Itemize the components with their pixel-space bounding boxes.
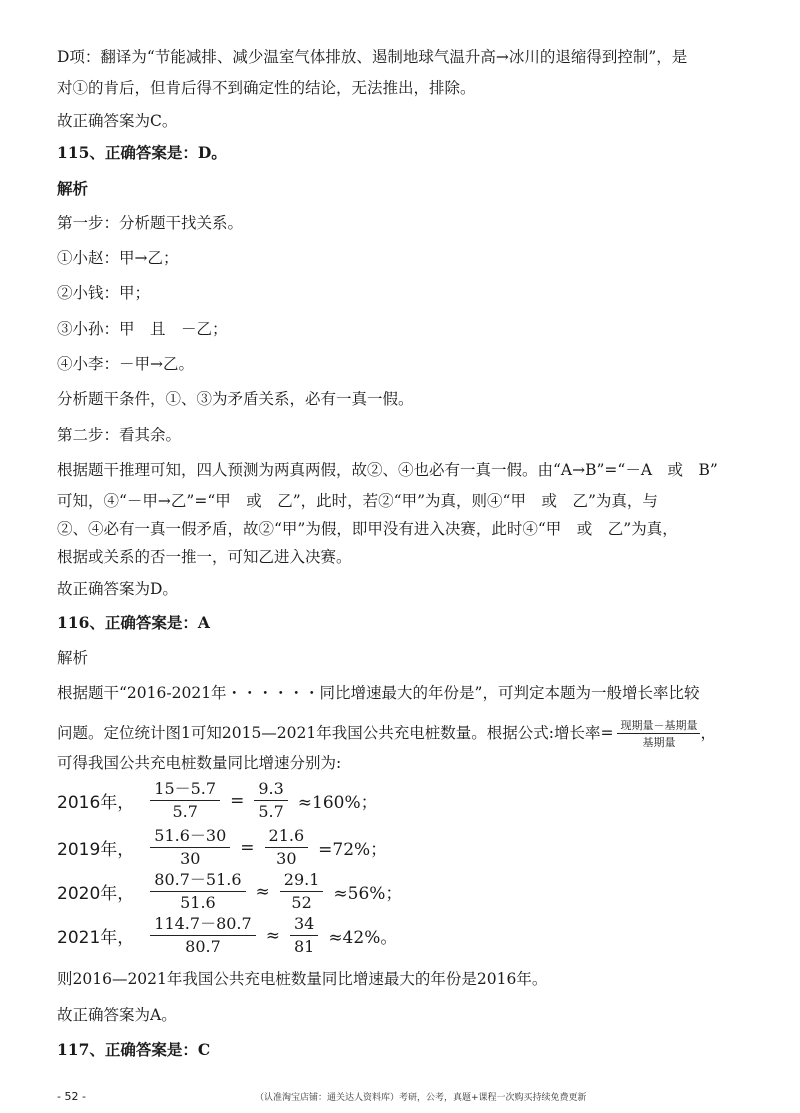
fraction <box>150 780 220 821</box>
calc-year: 2021年， <box>57 928 135 948</box>
growth-rate-formula <box>617 719 700 749</box>
premise-line: ①小赵：甲→乙； <box>57 249 179 267</box>
formula-numerator: 现期量－基期量 <box>617 719 700 734</box>
calc-result: ≈42%。 <box>328 928 398 948</box>
calc-row-2020 <box>57 871 406 912</box>
denominator: 5.7 <box>172 802 198 821</box>
text-line: 对①的肯后，但肯后得不到确定性的结论，无法推出，排除。 <box>57 79 476 97</box>
text-line: 故正确答案为A。 <box>57 1006 177 1024</box>
formula-lead-text: 问题。定位统计图1可知2015—2021年我国公共充电桩数量。根据公式:增长率= <box>57 724 614 742</box>
text-line: ②、④必有一真一假矛盾，故②“甲”为假，即甲没有进入决赛，此时④“甲 或 乙”为真， <box>57 520 678 538</box>
fraction <box>290 915 318 956</box>
numerator: 34 <box>290 915 318 936</box>
calc-result: =72%； <box>318 840 388 860</box>
analysis-heading: 解析 <box>57 179 89 198</box>
denominator: 81 <box>293 937 315 956</box>
denominator: 5.7 <box>258 802 284 821</box>
text-line: 第一步：分析题干找关系。 <box>57 214 244 232</box>
text-line: 可得我国公共充电桩数量同比增速分别为: <box>57 754 342 772</box>
premise-line: ②小钱：甲； <box>57 284 151 302</box>
analysis-heading: 解析 <box>57 649 89 667</box>
operator: ≈ <box>265 925 280 946</box>
formula-tail: ， <box>700 724 716 742</box>
text-line: 根据题干“2016-2021年・・・・・・同比增速最大的年份是”，可判定本题为一般增长率比较 <box>57 684 700 702</box>
text-line: 故正确答案为D。 <box>57 580 178 598</box>
numerator: 51.6－30 <box>150 827 230 848</box>
operator: = <box>240 837 255 858</box>
calc-result: ≈160%； <box>297 793 378 813</box>
text-line: 根据或关系的否一推一，可知乙进入决赛。 <box>57 548 352 566</box>
text-line: 则2016—2021年我国公共充电桩数量同比增速最大的年份是2016年。 <box>57 970 548 988</box>
denominator: 80.7 <box>185 937 221 956</box>
text-line: 第二步：看其余。 <box>57 426 182 444</box>
answer-heading-115: 115、正确答案是：D。 <box>57 143 227 162</box>
numerator: 114.7－80.7 <box>150 915 255 936</box>
numerator: 29.1 <box>280 871 324 892</box>
fraction <box>150 827 230 868</box>
text-line: 可知，④“－甲→乙”=“甲 或 乙”，此时，若②“甲”为真，则④“甲 或 乙”为真，与 <box>57 492 658 510</box>
calc-row-2019 <box>57 827 391 868</box>
answer-heading-117: 117、正确答案是：C <box>57 1040 211 1059</box>
numerator: 21.6 <box>265 827 309 848</box>
calc-row-2021 <box>57 915 401 956</box>
premise-line: ④小李：－甲→乙。 <box>57 355 194 373</box>
denominator: 51.6 <box>180 893 216 912</box>
denominator: 52 <box>291 893 312 912</box>
numerator: 80.7－51.6 <box>150 871 245 892</box>
page-number: - 52 - <box>57 1090 86 1103</box>
text-line: D项：翻译为“节能减排、减少温室气体排放、遏制地球气温升高→冰川的退缩得到控制”，是 <box>57 48 688 66</box>
footer-note: （认准淘宝店铺：通关达人资料库）考研，公考，真题+课程一次购买持续免费更新 <box>255 1093 587 1103</box>
text-line: 故正确答案为C。 <box>57 112 178 130</box>
fraction <box>150 915 255 956</box>
calc-result: ≈56%； <box>333 884 403 904</box>
operator: = <box>230 790 245 811</box>
text-line: 分析题干条件，①、③为矛盾关系，必有一真一假。 <box>57 390 414 408</box>
denominator: 30 <box>180 849 201 868</box>
text-line: 根据题干推理可知，四人预测为两真两假，故②、④也必有一真一假。由“A→B”=“－A 或 B” <box>57 461 718 479</box>
numerator: 9.3 <box>254 780 287 801</box>
calc-year: 2016年， <box>57 793 135 813</box>
text-line-with-formula <box>57 719 760 749</box>
calc-year: 2020年， <box>57 884 135 904</box>
fraction <box>280 871 324 912</box>
denominator: 30 <box>276 849 297 868</box>
numerator: 15－5.7 <box>150 780 220 801</box>
calc-row-2016 <box>57 780 382 821</box>
premise-line: ③小孙：甲 且 －乙； <box>57 320 228 338</box>
formula-denominator: 基期量 <box>642 736 676 749</box>
answer-heading-116: 116、正确答案是：A <box>57 613 210 632</box>
calc-year: 2019年， <box>57 840 135 860</box>
fraction <box>254 780 287 821</box>
fraction <box>150 871 245 912</box>
operator: ≈ <box>255 881 270 902</box>
fraction <box>265 827 309 868</box>
